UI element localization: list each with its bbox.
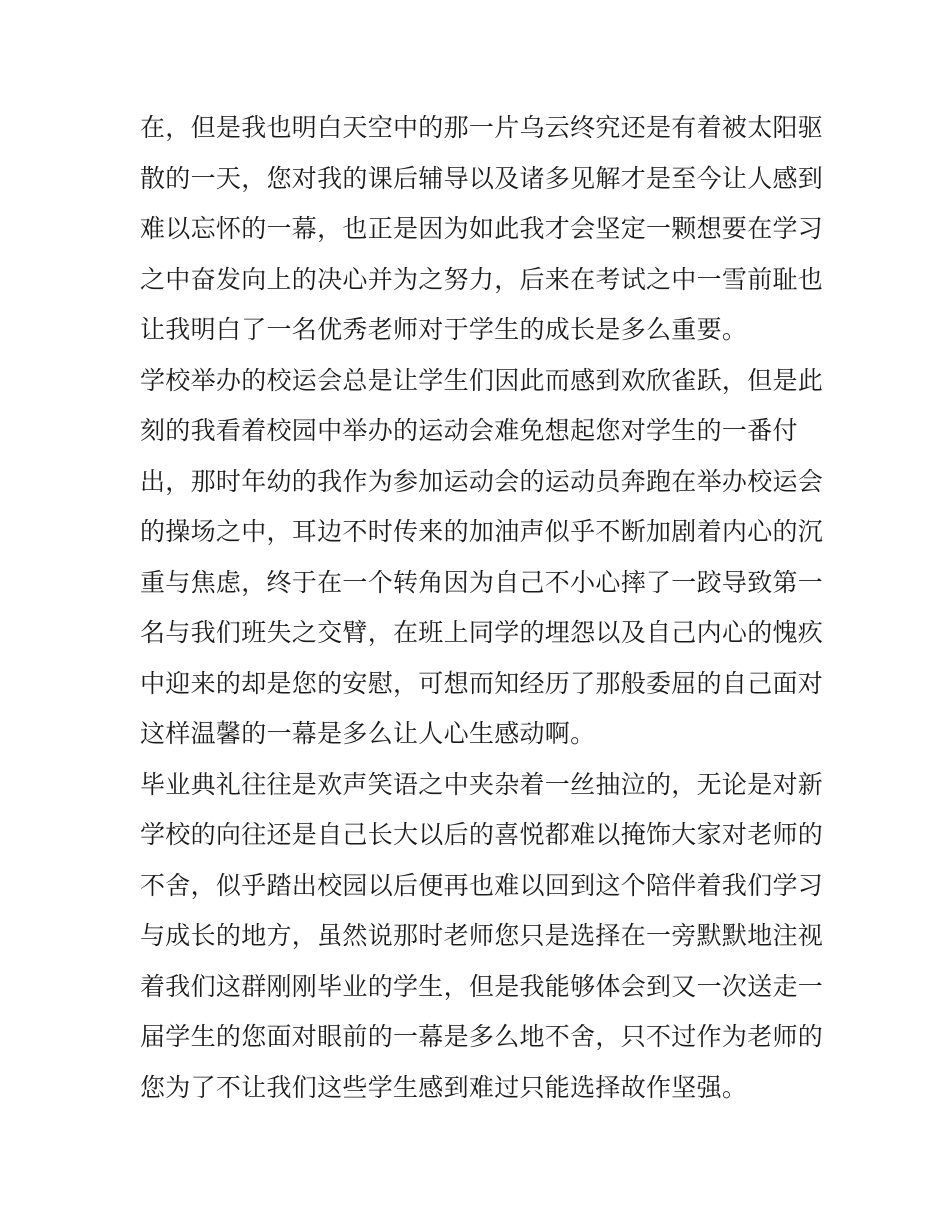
text-line: 让我明白了一名优秀老师对于学生的成长是多么重要。: [140, 315, 748, 344]
text-line: 毕业典礼往往是欢声笑语之中夹杂着一丝抽泣的，无论是对新: [140, 769, 824, 799]
text-line: 着我们这群刚刚毕业的学生，但是我能够体会到又一次送走一: [140, 971, 824, 1001]
document-body: [140, 103, 824, 1113]
text-line: 不舍，似乎踏出校园以后便再也难以回到这个陪伴着我们学习: [140, 870, 824, 900]
text-line: 学校举办的校运会总是让学生们因此而感到欢欣雀跃，但是此: [140, 365, 824, 395]
text-line: 学校的向往还是自己长大以后的喜悦都难以掩饰大家对老师的: [140, 820, 824, 849]
paragraph-2: [140, 356, 824, 760]
text-line: 出，那时年幼的我作为参加运动会的运动员奔跑在举办校运会: [140, 466, 824, 496]
text-line: 的操场之中，耳边不时传来的加油声似乎不断加剧着内心的沉: [140, 517, 824, 546]
text-line: 在，但是我也明白天空中的那一片乌云终究还是有着被太阳驱: [140, 113, 824, 142]
text-line: 之中奋发向上的决心并为之努力，后来在考试之中一雪前耻也: [140, 264, 824, 294]
paragraph-3: [140, 760, 824, 1114]
text-line: 届学生的您面对眼前的一幕是多么地不舍，只不过作为老师的: [140, 1022, 824, 1051]
text-line: 与成长的地方，虽然说那时老师您只是选择在一旁默默地注视: [140, 921, 824, 950]
text-line: 散的一天，您对我的课后辅导以及诸多见解才是至今让人感到: [140, 163, 824, 193]
text-line: 名与我们班失之交臂，在班上同学的埋怨以及自己内心的愧疚: [140, 618, 824, 647]
paragraph-1: [140, 103, 824, 356]
text-line: 这样温馨的一幕是多么让人心生感动啊。: [140, 719, 596, 748]
text-line: 刻的我看着校园中举办的运动会难免想起您对学生的一番付: [140, 416, 798, 445]
text-line: 难以忘怀的一幕，也正是因为如此我才会坚定一颗想要在学习: [140, 214, 824, 243]
text-line: 重与焦虑，终于在一个转角因为自己不小心摔了一跤导致第一: [140, 567, 824, 597]
text-line: 中迎来的却是您的安慰，可想而知经历了那般委屈的自己面对: [140, 668, 824, 698]
text-line: 您为了不让我们这些学生感到难过只能选择故作坚强。: [140, 1072, 748, 1102]
